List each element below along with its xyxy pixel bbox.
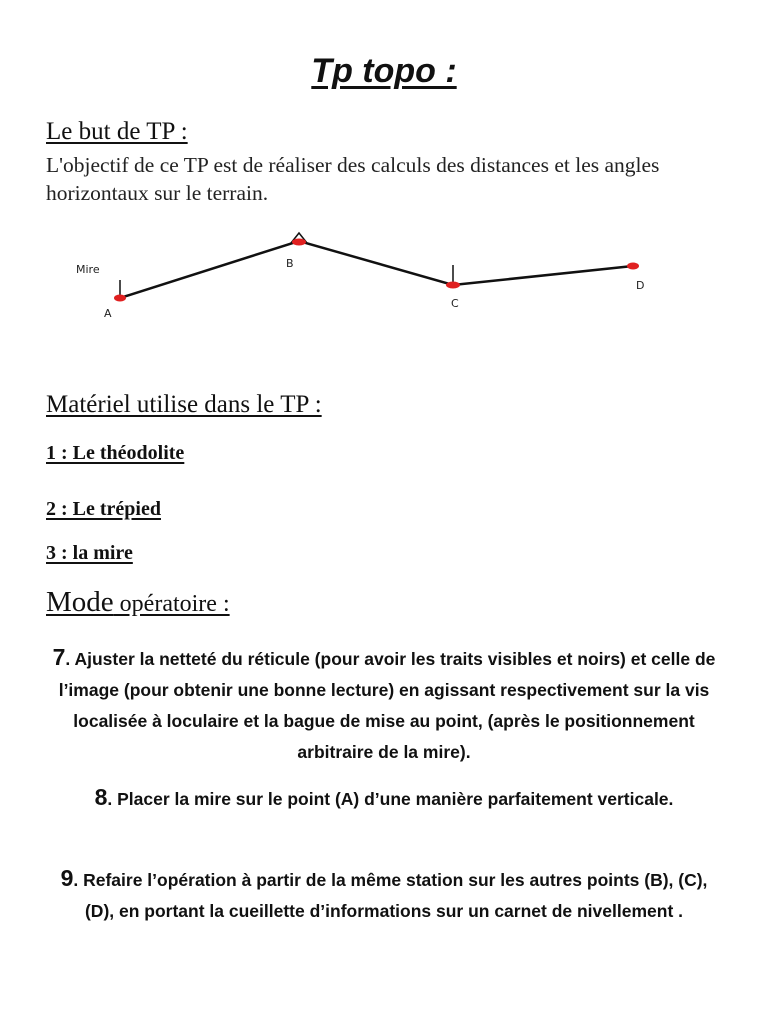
point-b-marker <box>292 239 306 246</box>
step-text: . Ajuster la netteté du réticule (pour avoir les traits visibles et noirs) et celle de l’image (pour obtenir une bonne lecture) en agissant respectivement sur la vis localisée à loculaire et la bague de mise au point, (après le positionnement arbitraire de la mire). <box>58 649 716 762</box>
label-point-a: A <box>104 307 112 320</box>
label-mire: Mire <box>76 263 100 276</box>
step-number: 9 <box>60 865 74 891</box>
section-heading-but: Le but de TP : <box>46 118 188 145</box>
materiel-item-theodolite: 1 : Le théodolite <box>46 442 185 464</box>
step-9 <box>44 863 724 927</box>
label-point-d: D <box>636 279 645 292</box>
step-number: 7 <box>52 644 66 670</box>
step-text: . Placer la mire sur le point (A) d’une manière parfaitement verticale. <box>107 789 674 809</box>
traverse-line <box>120 241 633 298</box>
mode-heading-rest: opératoire : <box>113 591 230 617</box>
label-point-b: B <box>286 257 294 270</box>
page-title: Tp topo : <box>311 52 457 90</box>
point-d-marker <box>627 263 639 270</box>
traverse-diagram <box>70 225 670 325</box>
section-heading-mode <box>46 586 230 619</box>
step-8 <box>44 782 724 815</box>
point-a-marker <box>114 295 126 302</box>
step-text: . Refaire l’opération à partir de la même station sur les autres points (B), (C), (D), en portant la cueillette d’informations sur un carnet de nivellement . <box>73 870 708 921</box>
section-heading-materiel: Matériel utilise dans le TP : <box>46 391 322 418</box>
materiel-item-trepied: 2 : Le trépied <box>46 498 161 520</box>
point-c-marker <box>446 282 460 289</box>
step-7 <box>44 642 724 768</box>
step-number: 8 <box>94 784 108 810</box>
materiel-item-mire: 3 : la mire <box>46 542 133 564</box>
label-point-c: C <box>451 297 459 310</box>
mode-heading-word: Mode <box>46 586 114 618</box>
section-text-but: L'objectif de ce TP est de réaliser des calculs des distances et les angles horizontaux sur le terrain. <box>46 153 660 205</box>
